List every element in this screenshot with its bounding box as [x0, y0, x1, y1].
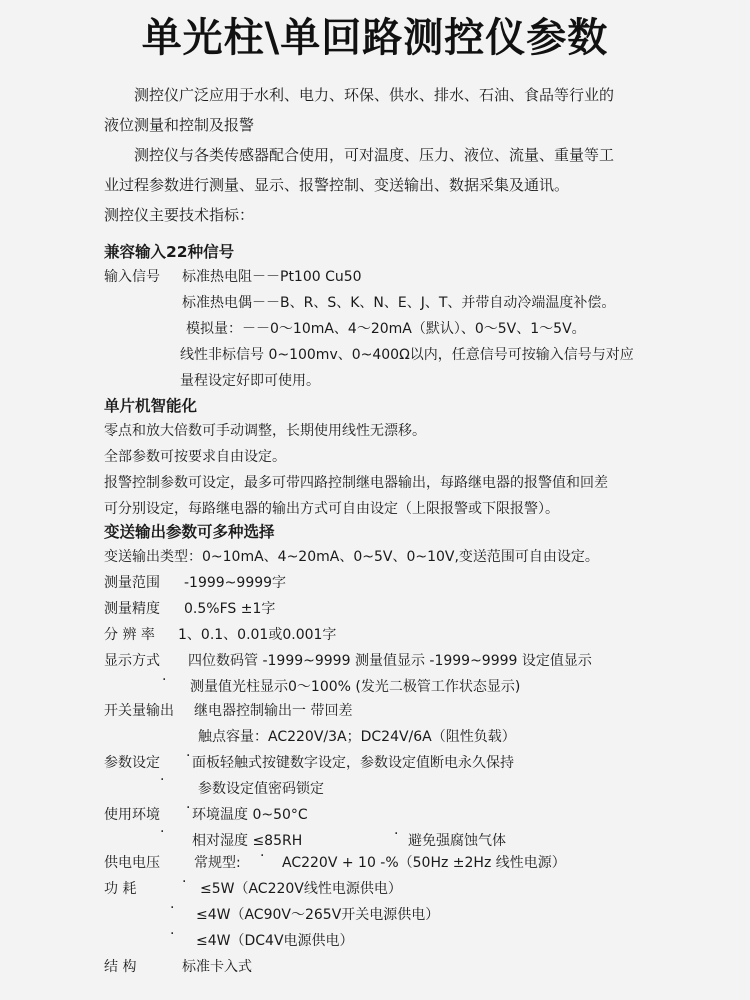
display-label: 显示方式	[104, 653, 160, 669]
environment-temp: 环境温度 0~50°C	[192, 807, 308, 823]
resolution-value: 1、0.1、0.01或0.001字	[178, 627, 337, 643]
intro-paragraph-2	[104, 140, 664, 200]
input-signal-line3: 模拟量：－－0～10mA、4～20mA（默认）、0～5V、1～5V。	[186, 321, 586, 337]
switch-output-line1: 继电器控制输出一 带回差	[194, 703, 353, 719]
power-supply-type: 常规型:	[194, 855, 241, 871]
intro-p1-line2: 液位测量和控制及报警	[104, 116, 255, 134]
switch-output-line2: 触点容量：AC220V/3A；DC24V/6A（阻性负载）	[198, 729, 516, 745]
page-title: 单光柱\单回路测控仪参数	[141, 15, 609, 61]
power-consumption-line1: ≤5W（AC220V线性电源供电）	[200, 881, 402, 897]
spec-heading: 测控仪主要技术指标：	[104, 206, 255, 224]
output-line1: 变送输出类型：0~10mA、4~20mA、0~5V、0~10V,变送范围可自由设定。	[104, 549, 599, 565]
display-value-line2: 测量值光柱显示0～100% (发光二极管工作状态显示)	[190, 679, 521, 695]
param-setting-line2: 参数设定值密码锁定	[198, 781, 324, 797]
input-signal-line5: 量程设定好即可使用。	[180, 373, 320, 389]
environment-corrosion: 避免强腐蚀气体	[408, 833, 506, 849]
bullet-dot: ·	[160, 824, 165, 840]
bullet-dot: ·	[260, 848, 265, 864]
param-setting-label: 参数设定	[104, 755, 160, 771]
environment-label: 使用环境	[104, 807, 160, 823]
input-signal-line4: 线性非标信号 0~100mv、0~400Ω以内，任意信号可按输入信号与对应	[180, 347, 634, 363]
bullet-dot: ·	[170, 926, 175, 942]
bullet-dot: ·	[170, 900, 175, 916]
mcu-line1: 零点和放大倍数可手动调整，长期使用线性无漂移。	[104, 423, 426, 439]
accuracy-value: 0.5%FS ±1字	[184, 601, 276, 617]
power-consumption-line3: ≤4W（DC4V电源供电）	[196, 933, 354, 949]
input-signal-line2: 标准热电偶－－B、R、S、K、N、E、J、T、并带自动冷端温度补偿。	[182, 295, 616, 311]
mcu-line2: 全部参数可按要求自由设定。	[104, 449, 286, 465]
intro-p2-line1: 测控仪与各类传感器配合使用，可对温度、压力、液位、流量、重量等工	[134, 146, 615, 164]
structure-label: 结 构	[104, 959, 137, 975]
section-input-heading: 兼容输入22种信号	[104, 243, 235, 261]
bullet-dot: ·	[186, 800, 191, 816]
structure-value: 标准卡入式	[182, 959, 252, 975]
bullet-dot: ·	[162, 672, 167, 688]
bullet-dot: ·	[182, 874, 187, 890]
intro-p1-line1: 测控仪广泛应用于水利、电力、环保、供水、排水、石油、食品等行业的	[134, 86, 615, 104]
range-value: -1999~9999字	[184, 575, 287, 591]
display-value-line1: 四位数码管 -1999~9999 测量值显示 -1999~9999 设定值显示	[188, 653, 592, 669]
power-supply-value: AC220V + 10 -%（50Hz ±2Hz 线性电源）	[282, 855, 566, 871]
power-supply-label: 供电电压	[104, 855, 160, 871]
bullet-dot: ·	[160, 772, 165, 788]
bullet-dot: ·	[394, 826, 399, 842]
intro-paragraph-1	[104, 80, 664, 140]
param-setting-line1: 面板轻触式按键数字设定，参数设定值断电永久保持	[192, 755, 514, 771]
section-output-heading: 变送输出参数可多种选择	[104, 523, 275, 541]
intro-p2-line2: 业过程参数进行测量、显示、报警控制、变送输出、数据采集及通讯。	[104, 176, 570, 194]
mcu-line3: 报警控制参数可设定，最多可带四路控制继电器输出，每路继电器的报警值和回差	[104, 475, 608, 491]
switch-output-label: 开关量输出	[104, 703, 174, 719]
input-signal-label: 输入信号	[104, 269, 160, 285]
section-mcu-heading: 单片机智能化	[104, 397, 198, 415]
power-consumption-label: 功 耗	[104, 881, 137, 897]
input-signal-line1: 标准热电阻－－Pt100 Cu50	[182, 269, 362, 285]
resolution-label: 分 辨 率	[104, 627, 155, 643]
range-label: 测量范围	[104, 575, 160, 591]
mcu-line4: 可分别设定，每路继电器的输出方式可自由设定（上限报警或下限报警）。	[104, 501, 559, 517]
power-consumption-line2: ≤4W（AC90V～265V开关电源供电）	[196, 907, 440, 923]
bullet-dot: ·	[186, 748, 191, 764]
environment-humidity: 相对湿度 ≤85RH	[192, 833, 303, 849]
accuracy-label: 测量精度	[104, 601, 160, 617]
